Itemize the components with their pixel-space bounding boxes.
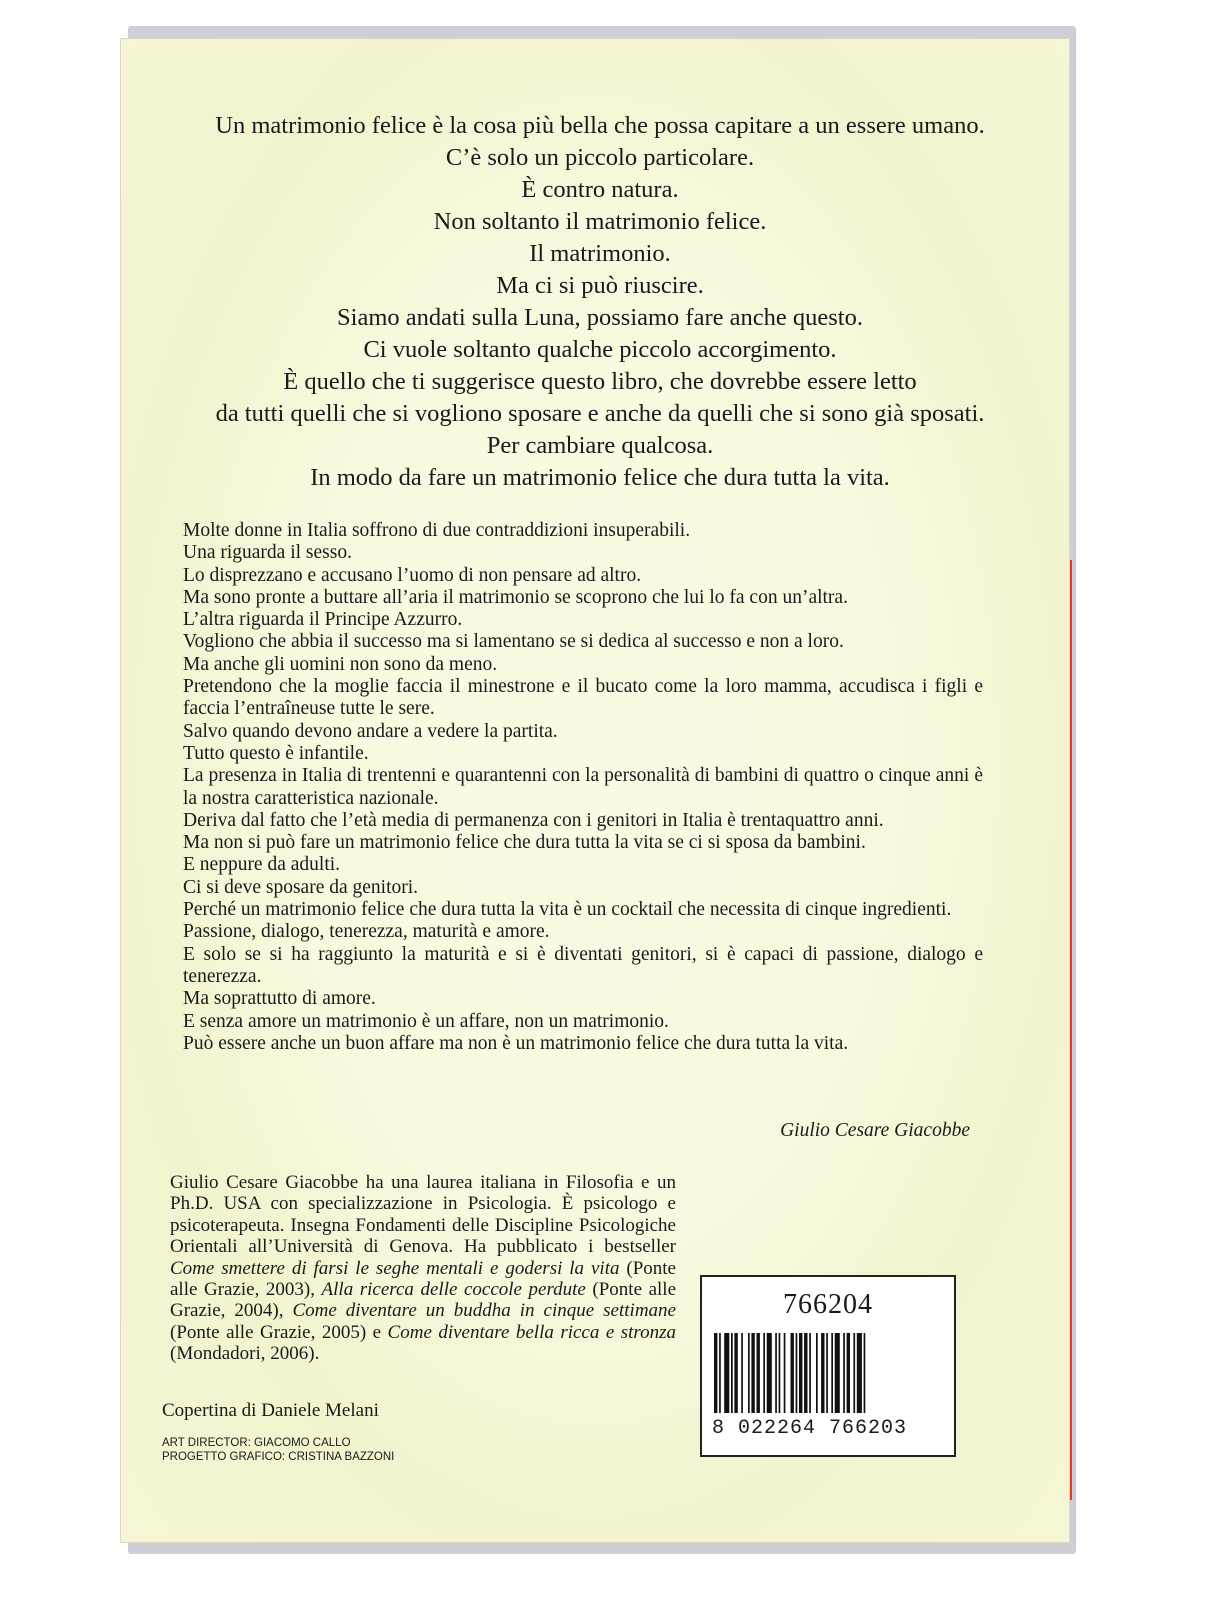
barcode-bar: [748, 1333, 750, 1413]
body-line: Pretendono che la moglie faccia il minestrone e il bucato come la loro mamma, accudisca i figli e faccia l’entraîneuse tutte le sere.: [183, 676, 983, 720]
barcode-bar: [775, 1333, 777, 1413]
bio-text: (Ponte alle Grazie, 2003),: [170, 1257, 676, 1301]
barcode-bar: [791, 1333, 794, 1413]
barcode-bar: [835, 1333, 840, 1413]
blurb-line: Ma ci si può riuscire.: [496, 272, 704, 299]
barcode-bar: [757, 1333, 760, 1413]
body-line: Perché un matrimonio felice che dura tutta la vita è un cocktail che necessita di cinque ingredienti.: [183, 899, 952, 921]
barcode-bar: [826, 1333, 828, 1413]
blurb-text: [140, 110, 1060, 494]
body-line: E neppure da adulti.: [183, 854, 341, 876]
bio-text: (Ponte alle Grazie, 2005) e: [170, 1321, 388, 1343]
barcode-bar: [724, 1333, 729, 1413]
barcode-code: 766204: [783, 1289, 873, 1320]
barcode-bars: [710, 1333, 946, 1417]
bio-text: (Ponte alle Grazie, 2004),: [170, 1279, 676, 1322]
bio-text: (Mondadori, 2006).: [170, 1343, 320, 1365]
barcode-bar: [796, 1333, 798, 1413]
blurb-line: In modo da fare un matrimonio felice che dura tutta la vita.: [310, 464, 890, 491]
blurb-line: È contro natura.: [521, 176, 679, 203]
barcode-bar: [714, 1333, 717, 1413]
body-line: Tutto questo è infantile.: [183, 742, 369, 764]
barcode-bar: [784, 1333, 786, 1413]
body-line: Ci si deve sposare da genitori.: [183, 876, 419, 898]
barcode-bar: [864, 1333, 866, 1413]
author-signature: Giulio Cesare Giacobbe: [780, 1120, 970, 1141]
body-line: E solo se si ha raggiunto la maturità e si è diventati genitori, si è capaci di passione, dialogo e tenerezza.: [183, 943, 983, 987]
barcode-bar: [741, 1333, 743, 1413]
graphic-project-credit: PROGETTO GRAFICO: CRISTINA BAZZONI: [162, 1451, 395, 1463]
body-line: Può essere anche un buon affare ma non è un matrimonio felice che dura tutta la vita.: [183, 1032, 849, 1054]
book-title: Come diventare bella ricca e stronza: [387, 1321, 677, 1343]
barcode-bar: [734, 1333, 737, 1413]
blurb-line: Per cambiare qualcosa.: [486, 432, 714, 459]
body-line: Molte donne in Italia soffrono di due contraddizioni insuperabili.: [183, 520, 691, 541]
barcode-bar: [821, 1333, 824, 1413]
barcode-bar: [816, 1333, 818, 1413]
blurb-line: Siamo andati sulla Luna, possiamo fare anche questo.: [337, 304, 863, 331]
art-credits: [162, 1436, 394, 1464]
barcode-bar: [853, 1333, 855, 1413]
body-line: E senza amore un matrimonio è un affare, non un matrimonio.: [183, 1010, 669, 1032]
barcode-bar: [799, 1333, 802, 1413]
barcode-bar: [847, 1333, 850, 1413]
barcode-bar: [831, 1333, 833, 1413]
body-line: Passione, dialogo, tenerezza, maturità e amore.: [183, 921, 550, 943]
body-line: Deriva dal fatto che l’età media di permanenza con i genitori in Italia è trentaquattro anni.: [183, 809, 884, 831]
body-line: Ma soprattutto di amore.: [183, 988, 376, 1010]
body-line: Lo disprezzano e accusano l’uomo di non pensare ad altro.: [183, 564, 642, 586]
book-title: Come diventare un buddha in cinque settimane: [292, 1300, 676, 1322]
barcode-bar: [763, 1333, 765, 1413]
blurb-line: Un matrimonio felice è la cosa più bella che possa capitare a un essere umano.: [215, 112, 985, 139]
body-line: Vogliono che abbia il successo ma si lamentano se si dedica al successo e non a loro.: [183, 631, 844, 653]
barcode-bar: [804, 1333, 807, 1413]
barcode-bar: [751, 1333, 754, 1413]
barcode-bar: [719, 1333, 721, 1413]
blurb-line: da tutti quelli che si vogliono sposare e anche da quelli che si sono già sposati.: [215, 400, 985, 427]
body-line: Ma sono pronte a buttare all’aria il matrimonio se scoprono che lui lo fa con un’altra.: [183, 586, 848, 608]
blurb-line: C’è solo un piccolo particolare.: [445, 144, 755, 171]
art-director-credit: ART DIRECTOR: GIACOMO CALLO: [162, 1437, 351, 1449]
blurb-line: Non soltanto il matrimonio felice.: [433, 208, 767, 235]
barcode-bar: [857, 1333, 862, 1413]
body-line: Una riguarda il sesso.: [183, 542, 352, 564]
book-title: Come smettere di farsi le seghe mentali e godersi la vita: [170, 1257, 620, 1279]
book-title: Alla ricerca delle coccole perdute: [321, 1279, 586, 1301]
barcode-bar: [767, 1333, 772, 1413]
barcode-label: [700, 1275, 956, 1457]
barcode-bar: [809, 1333, 811, 1413]
bio-text: Giulio Cesare Giacobbe ha una laurea italiana in Filosofia e un Ph.D. USA con specializzazione in Psicologia. È psicologo e psicoterapeuta. Insegna Fondamenti delle Discipline Psicologiche Orientali all’Università di Genova. Ha pubblicato i bestseller: [170, 1172, 676, 1258]
barcode-bar: [731, 1333, 733, 1413]
barcode-digits: 8 022264 766203: [712, 1417, 908, 1440]
cover-credit: Copertina di Daniele Melani: [162, 1400, 379, 1421]
barcode-bar: [843, 1333, 845, 1413]
body-text: [183, 520, 983, 1055]
body-line: Ma anche gli uomini non sono da meno.: [183, 653, 498, 675]
blurb-line: È quello che ti suggerisce questo libro, che dovrebbe essere letto: [283, 368, 917, 395]
blurb-line: Ci vuole soltanto qualche piccolo accorgimento.: [363, 336, 837, 363]
barcode-bar: [779, 1333, 781, 1413]
body-line: L’altra riguarda il Principe Azzurro.: [183, 609, 463, 631]
blurb-line: Il matrimonio.: [529, 240, 671, 267]
body-line: Ma non si può fare un matrimonio felice che dura tutta la vita se ci si sposa da bambini.: [183, 832, 866, 854]
body-line: La presenza in Italia di trentenni e quarantenni con la personalità di bambini di quattro o cinque anni è la nostra caratteristica nazionale.: [183, 765, 983, 809]
body-line: Salvo quando devono andare a vedere la partita.: [183, 720, 558, 742]
